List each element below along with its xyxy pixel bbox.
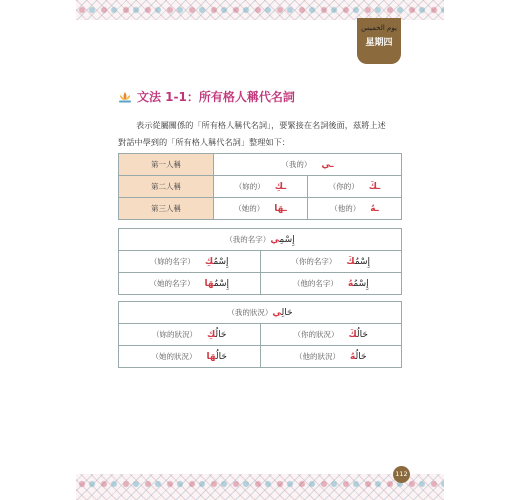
name-table [118,228,402,295]
arabic-word: حَالُ [215,352,227,362]
day-tab-arabic: يوم الخميس [361,24,397,32]
arabic-suffix: ـهَا [274,204,287,214]
arabic-suffix: ي [270,235,280,245]
table-cell [260,251,402,273]
table-row [119,324,402,346]
gloss-text: （妳的） [234,182,265,191]
arabic-word: إِسْمُ [354,257,371,267]
arabic-suffix: هَا [204,279,214,289]
table-cell [119,229,402,251]
arabic-word: إِسْمِ [279,235,295,245]
table-cell [214,176,308,198]
table-cell [308,198,402,220]
gloss-text: （你的名字） [291,257,337,266]
table-row [119,302,402,324]
gloss-text: （妳的狀況） [152,330,198,339]
arabic-suffix: كِ [207,330,216,340]
table-cell [119,346,261,368]
table-cell [119,324,261,346]
table-cell [214,154,402,176]
gloss-text: （他的） [330,204,361,213]
table-row [119,251,402,273]
table-row [119,176,402,198]
arabic-suffix: هُ [347,279,354,289]
arabic-word: إِسْمُ [213,257,229,267]
section-title: 文法 1-1：所有格人稱代名詞 [137,90,295,104]
table-row [119,273,402,295]
gloss-text: （她的） [234,204,265,213]
arabic-word: إِسْمُ [213,279,230,289]
day-tab-chinese: 星期四 [365,38,393,48]
row-label: 第一人稱 [119,154,214,176]
table-cell [119,251,261,273]
gloss-text: （我的名字） [225,235,271,244]
table-cell [214,198,308,220]
table-cell [308,176,402,198]
bottom-pattern-border [76,474,444,500]
paragraph-line-1: 表示從屬關係的「所有格人稱代名詞」，要緊接在名詞後面，茲將上述 [136,120,386,130]
gloss-text: （妳的名字） [149,257,195,266]
row-label: 第三人稱 [119,198,214,220]
arabic-word: حَالُ [355,352,367,362]
table-row [119,346,402,368]
gloss-text: （我的） [281,160,312,169]
gloss-text: （他的狀況） [294,352,340,361]
arabic-suffix: كَ [346,257,355,267]
lotus-icon [118,91,132,103]
arabic-word: إِسْمُ [353,279,369,289]
arabic-word: حَالُ [356,330,368,340]
gloss-text: （她的狀況） [151,352,197,361]
table-row [119,229,402,251]
arabic-suffix: كِ [204,257,214,267]
status-table [118,301,402,368]
arabic-suffix: هَا [206,352,216,362]
row-label: 第二人稱 [119,176,214,198]
arabic-suffix: ـهُ [370,204,379,214]
table-cell [260,346,402,368]
arabic-suffix: ـي [321,160,334,170]
gloss-text: （你的狀況） [293,330,339,339]
table-cell [260,324,402,346]
table-row [119,154,402,176]
table-cell [119,273,261,295]
arabic-suffix: هُ [349,352,356,362]
paragraph-line-2: 對話中學到的「所有格人稱代名詞」整理如下： [118,137,290,147]
table-cell [119,302,402,324]
section-heading [118,88,295,105]
top-pattern-border [76,0,444,20]
pronoun-table [118,153,402,220]
table-cell [260,273,402,295]
table-row [119,198,402,220]
gloss-text: （她的名字） [149,279,195,288]
page-number: 112 [393,466,410,483]
arabic-suffix: ـكِ [274,182,287,192]
gloss-text: （他的名字） [292,279,338,288]
gloss-text: （我的狀況） [227,308,273,317]
arabic-word: حَالِ [281,308,293,318]
arabic-word: حَالُ [215,330,227,340]
intro-paragraph [118,117,408,151]
gloss-text: （你的） [328,182,359,191]
arabic-suffix: ـكَ [368,182,381,192]
arabic-suffix: كَ [348,330,357,340]
day-tab [357,18,401,64]
arabic-suffix: ي [272,308,282,318]
